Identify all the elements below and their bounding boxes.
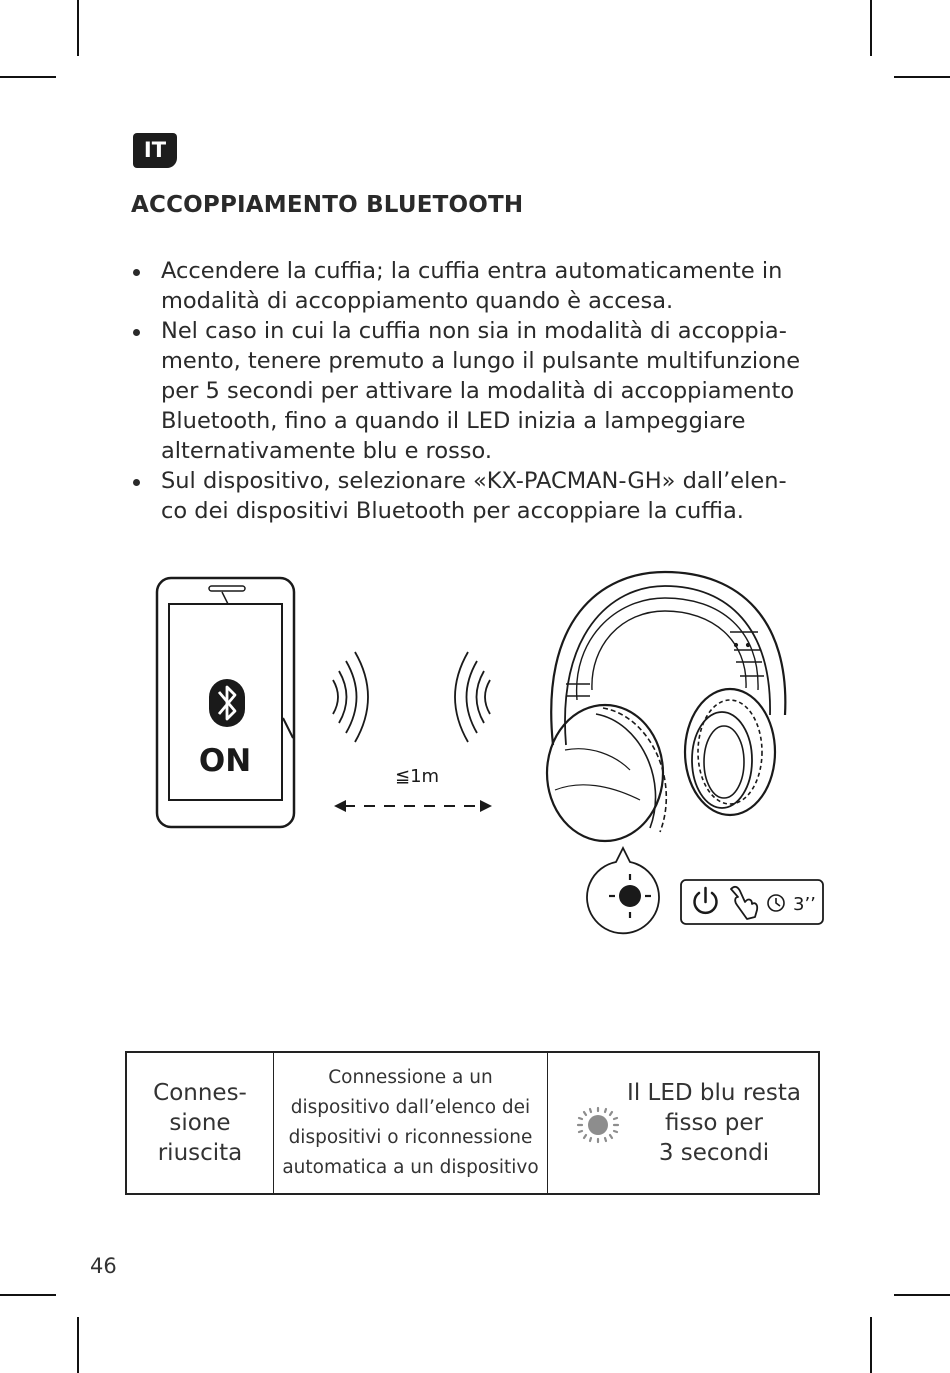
status-cell <box>127 1053 274 1193</box>
bluetooth-icon <box>209 679 245 727</box>
signal-waves-icon <box>333 652 490 742</box>
instruction-line: Sul dispositivo, selezionare «KX-PACMAN-GH» dall’elen- <box>161 468 787 494</box>
status-line: riuscita <box>157 1140 243 1166</box>
instruction-line: Bluetooth, fino a quando il LED inizia a lampeggiare <box>161 408 746 434</box>
description-line: dispositivo dall’elenco dei <box>290 1097 531 1118</box>
instruction-line: co dei dispositivi Bluetooth per accoppiare la cuffia. <box>161 498 744 524</box>
instruction-line: per 5 secondi per attivare la modalità di accoppiamento <box>161 378 795 404</box>
instruction-line: modalità di accoppiamento quando è accesa. <box>161 288 674 314</box>
led-cell <box>548 1053 818 1193</box>
page-number: 46 <box>90 1254 117 1278</box>
led-line: Il LED blu resta <box>627 1080 801 1106</box>
instruction-item <box>131 316 831 466</box>
headphones-illustration <box>547 572 785 841</box>
bullet-icon <box>133 329 140 336</box>
description-line: automatica a un dispositivo <box>282 1157 539 1178</box>
status-table <box>125 1051 820 1195</box>
crop-mark <box>0 76 56 78</box>
led-icon <box>574 1106 622 1144</box>
crop-mark <box>870 1317 872 1373</box>
instruction-list <box>131 256 831 526</box>
hold-button-instruction <box>681 880 823 924</box>
instruction-item <box>131 466 831 526</box>
instruction-line: Nel caso in cui la cuffia non sia in modalità di accoppia- <box>161 318 787 344</box>
description-line: dispositivi o riconnessione <box>288 1127 533 1148</box>
section-title: ACCOPPIAMENTO BLUETOOTH <box>131 192 524 218</box>
language-badge: IT <box>133 133 177 168</box>
status-line: sione <box>169 1110 231 1136</box>
led-line: fisso per <box>664 1110 764 1136</box>
distance-arrow-icon <box>334 800 492 812</box>
crop-mark <box>894 76 950 78</box>
instruction-line: alternativamente blu e rosso. <box>161 438 493 464</box>
distance-label: ≦1m <box>395 766 440 787</box>
pairing-illustration <box>0 560 950 940</box>
led-indicator-icon <box>587 848 659 933</box>
bullet-icon <box>133 269 140 276</box>
description-cell <box>274 1053 548 1193</box>
crop-mark <box>77 0 79 56</box>
status-line: Connes- <box>153 1080 247 1106</box>
instruction-line: mento, tenere premuto a lungo il pulsante multifunzione <box>161 348 801 374</box>
bullet-icon <box>133 479 140 486</box>
crop-mark <box>77 1317 79 1373</box>
crop-mark <box>894 1294 950 1296</box>
crop-mark <box>870 0 872 56</box>
hold-time-label: 3’’ <box>793 894 816 915</box>
led-line: 3 secondi <box>658 1140 770 1166</box>
phone-screen-text: ON <box>198 743 252 779</box>
instruction-item <box>131 256 831 316</box>
crop-mark <box>0 1294 56 1296</box>
description-line: Connessione a un <box>328 1067 493 1088</box>
instruction-line: Accendere la cuffia; la cuffia entra automaticamente in <box>161 258 783 284</box>
